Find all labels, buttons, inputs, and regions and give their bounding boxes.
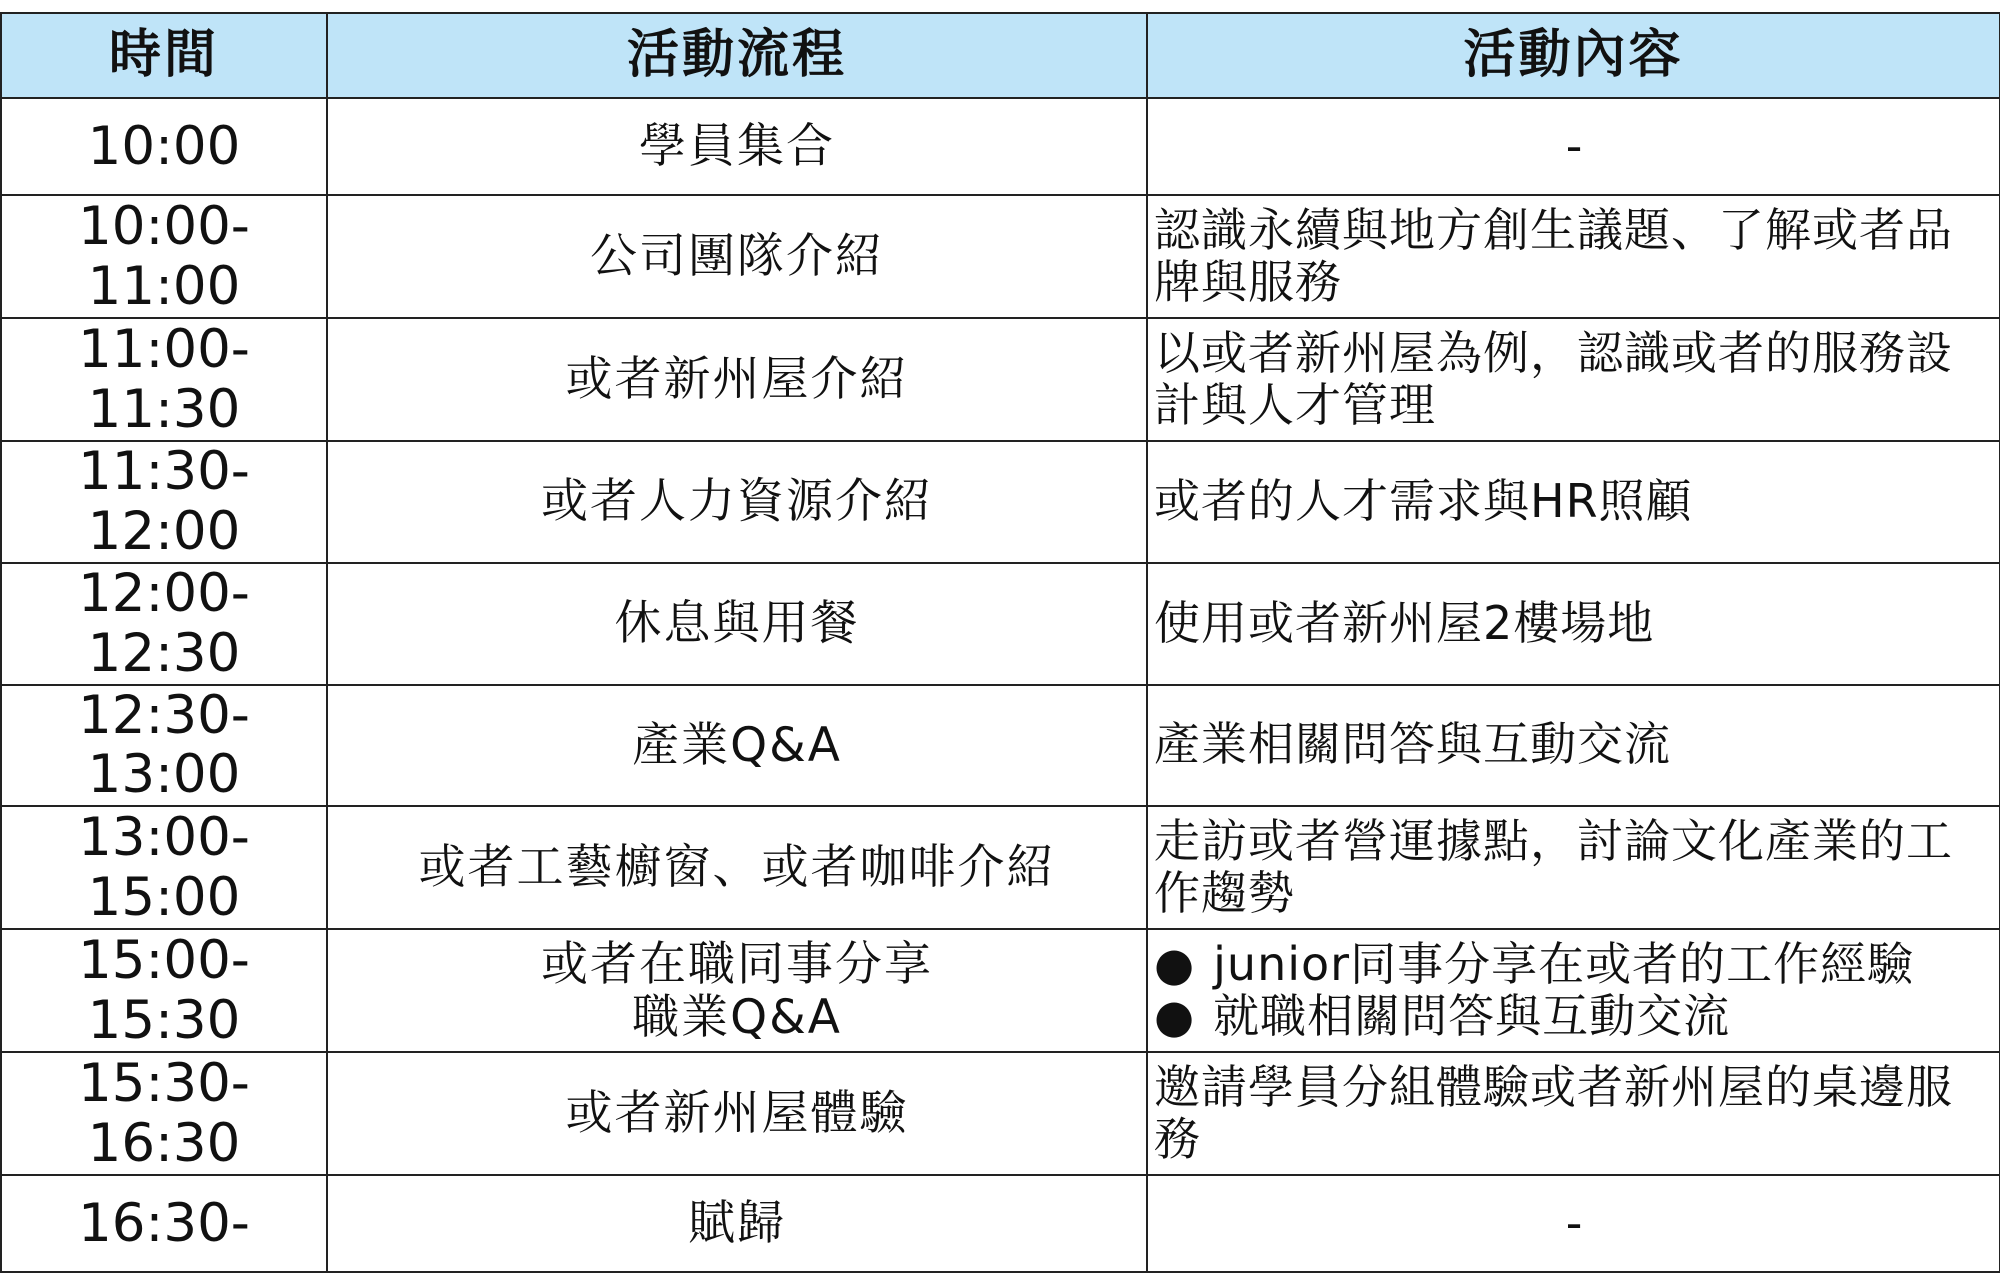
flow-cell [327, 563, 1147, 685]
table-row [1, 441, 2000, 563]
flow-cell [327, 195, 1147, 318]
content-cell [1147, 929, 2000, 1052]
flow-cell [327, 1175, 1147, 1272]
time-cell: 12:30-13:00 [1, 685, 327, 807]
time-cell: 11:00-11:30 [1, 318, 327, 441]
content-cell: 以或者新州屋為例，認識或者的服務設計與人才管理 [1147, 318, 2000, 441]
header-row [1, 13, 2000, 98]
time-cell: 10:00 [1, 98, 327, 195]
time-cell: 15:00-15:30 [1, 929, 327, 1052]
header-time: 時間 [1, 13, 327, 98]
table-row [1, 195, 2000, 318]
flow-text: 或者在職同事分享 [541, 936, 933, 992]
flow-text: 休息與用餐 [614, 596, 860, 652]
bullet-item [1154, 936, 1995, 991]
table-row [1, 806, 2000, 929]
time-cell: 11:30-12:00 [1, 441, 327, 563]
header-activity-content: 活動內容 [1147, 13, 2000, 98]
content-cell: - [1147, 1175, 2000, 1272]
content-cell: 認識永續與地方創生議題、了解或者品牌與服務 [1147, 195, 2000, 318]
time-cell: 10:00-11:00 [1, 195, 327, 318]
time-cell: 15:30-16:30 [1, 1052, 327, 1175]
content-cell: 邀請學員分組體驗或者新州屋的桌邊服務 [1147, 1052, 2000, 1175]
flow-cell [327, 685, 1147, 807]
flow-cell [327, 441, 1147, 563]
content-cell: 或者的人才需求與HR照顧 [1147, 441, 2000, 563]
flow-text: 或者新州屋體驗 [565, 1086, 909, 1142]
flow-cell [327, 929, 1147, 1052]
flow-cell [327, 98, 1147, 195]
content-cell: 產業相關問答與互動交流 [1147, 685, 2000, 807]
flow-text: 公司團隊介紹 [590, 228, 884, 284]
table-row [1, 1175, 2000, 1272]
flow-text: 或者工藝櫥窗、或者咖啡介紹 [418, 840, 1056, 896]
table-row [1, 685, 2000, 807]
flow-cell [327, 318, 1147, 441]
content-cell: - [1147, 98, 2000, 195]
flow-text: 賦歸 [688, 1196, 786, 1252]
time-cell: 16:30- [1, 1175, 327, 1272]
table-row [1, 929, 2000, 1052]
table-row [1, 1052, 2000, 1175]
time-cell: 12:00-12:30 [1, 563, 327, 685]
bullet-item [1154, 988, 1995, 1043]
flow-cell [327, 806, 1147, 929]
flow-cell [327, 1052, 1147, 1175]
flow-text: 或者新州屋介紹 [565, 351, 909, 407]
time-cell: 13:00-15:00 [1, 806, 327, 929]
flow-text: 職業Q&A [632, 989, 842, 1045]
table-row [1, 318, 2000, 441]
content-cell: 走訪或者營運據點，討論文化產業的工作趨勢 [1147, 806, 2000, 929]
flow-text: 產業Q&A [632, 717, 842, 773]
bullet-text: junior同事分享在或者的工作經驗 [1213, 936, 1915, 991]
content-cell: 使用或者新州屋2樓場地 [1147, 563, 2000, 685]
schedule-table [0, 12, 2000, 1273]
header-activity-flow: 活動流程 [327, 13, 1147, 98]
table-row [1, 563, 2000, 685]
bullet-icon: ● [1154, 936, 1196, 991]
bullet-icon: ● [1154, 988, 1196, 1043]
bullet-text: 就職相關問答與互動交流 [1213, 988, 1731, 1043]
flow-text: 或者人力資源介紹 [541, 474, 933, 530]
flow-text: 學員集合 [639, 118, 835, 174]
table-row [1, 98, 2000, 195]
